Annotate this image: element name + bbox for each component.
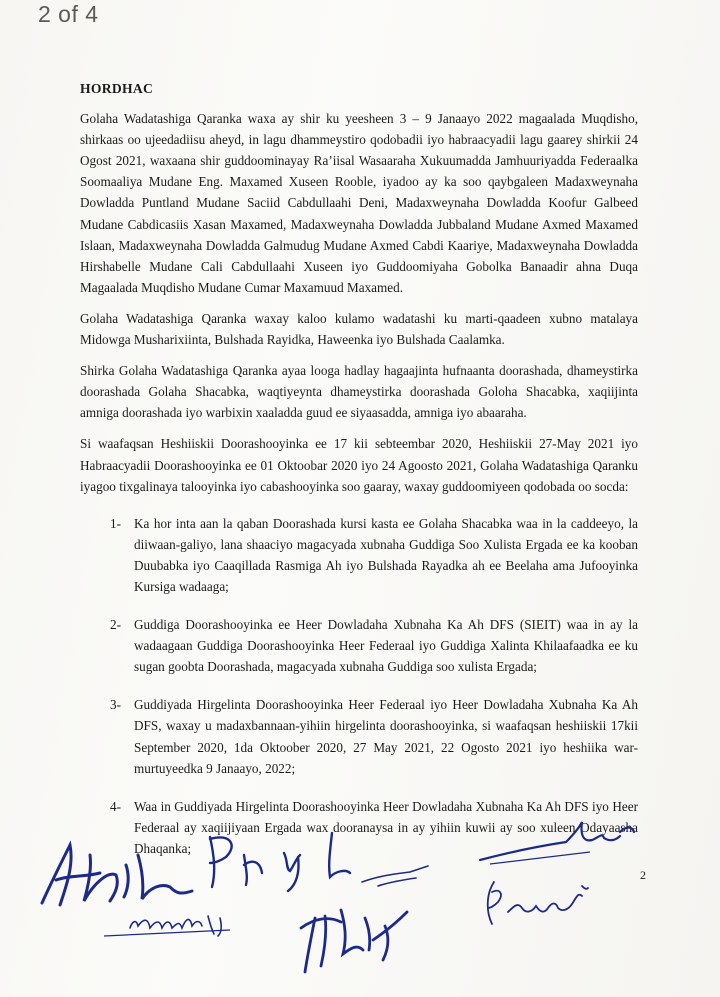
list-item bbox=[80, 513, 638, 597]
resolution-list bbox=[80, 513, 638, 859]
document-body bbox=[80, 78, 638, 876]
signature-3 bbox=[470, 812, 650, 872]
list-item-number: 4- bbox=[110, 798, 121, 814]
signature-6 bbox=[285, 888, 415, 978]
list-item-number: 2- bbox=[110, 617, 121, 633]
list-item-text: Guddiyada Hirgelinta Doorashooyinka Heer Federaal iyo Heer Dowladaha Xubnaha Ka Ah DFS, waxay u madaxbannaan-yihiin hirgelinta doorashooyinka, si waafaqsan heshiiskii 17kii September 2020, 1da Oktoober 2020, 27 May 2021, 22 Ogosto 2021 iyo heshiika war-murtuyeedka 9 Janaayo, 2022; bbox=[134, 697, 638, 776]
paragraph-resolutions-intro: Si waafaqsan Heshiiskii Doorashooyinka ee 17 kii sebteembar 2020, Heshiiskii 27-May 2021 iyo Habraacyadii Doorashooyinka ee 01 Oktoobar 2020 iyo 24 Agoosto 2021, Golaha Wadatashiga Qaranku iyagoo tixgalinaya talooyinka iyo cabashooyinka soo gaaray, waxay guddoomiyeen qodobada oo socda: bbox=[80, 436, 638, 494]
paragraph-intro: Golaha Wadatashiga Qaranka waxa ay shir ku yeesheen 3 – 9 Janaayo 2022 magaalada Muqdisho, shirkaas oo ujeedadiisu aheyd, in lagu dhammeystiro qodobadii iyo habraacyadii lagu gaarey shirkii 24 Ogost 2021, waxaana shir guddoominayay Ra’iisal Wasaaraha Xukuumadda Jamhuuriyadda Federaalka Soomaaliya Mudane Eng. Maxamed Xuseen Rooble, iyadoo ay ka soo qaybgaleen Madaxweynaha Dowladda Puntland Mudane Saciid Cabdullaahi Deni, Madaxweynaha Dowladda Koofur Galbeed Mudane Cabdicasiis Xasan Maxamed, Madaxweynaha Dowladda Jubbaland Mudane Axmed Maxamed Islaan, Madaxweynaha Dowladda Galmudug Mudane Axmed Cabdi Kaariye, Madaxweynaha Dowladda Hirshabelle Mudane Cali Cabdullaahi Xuseen iyo Guddoomiyaha Gobolka Banaadir ahna Duqa Magaalada Muqdisho Mudane Cumar Maxamuud Maxamed. bbox=[80, 111, 638, 295]
list-item-text: Ka hor inta aan la qaban Doorashada kursi kasta ee Golaha Shacabka waa in la caddeeyo, la diiwaan-galiyo, lana shaaciyo magacyada xubnaha Guddiga Soo Xulista Ergada ee ka kooban Duubabka iyo Caaqillada Rasmiga Ah iyo Bulshada Rayadka ah ee Beelaha ama Jufooyinka Kursiga wadaaga; bbox=[134, 515, 638, 594]
signature-1 bbox=[30, 825, 210, 915]
list-item bbox=[80, 694, 638, 778]
paragraph-consultations: Golaha Wadatashiga Qaranka waxay kaloo kulamo wadatashi ku marti-qaadeen xubno matalaya Midowga Musharixiinta, Bulshada Rayidka, Haweenka iyo Bulshada Caalamka. bbox=[80, 310, 638, 348]
list-item-number: 1- bbox=[110, 515, 121, 531]
list-item-text: Guddiga Doorashooyinka ee Heer Dowladaha Xubnaha Ka Ah DFS (SIEIT) waa in ay la wadaagaan Guddiga Doorashooyinka Heer Federaal iyo Guddiga Xalinta Khilaafaadka ee ku sugan goobta Doorashada, magacyada xubnaha Guddiga soo xulista Ergada; bbox=[134, 617, 638, 675]
signature-5 bbox=[100, 908, 250, 948]
page-number: 2 bbox=[640, 868, 646, 882]
section-heading: HORDHAC bbox=[80, 81, 154, 96]
list-item-number: 3- bbox=[110, 697, 121, 713]
list-item bbox=[80, 614, 638, 677]
signature-2 bbox=[200, 825, 370, 895]
signature-7 bbox=[478, 872, 598, 932]
paragraph-agenda: Shirka Golaha Wadatashiga Qaranka ayaa looga hadlay hagaajinta hufnaanta doorashada, dhameystirka doorashada Golaha Shacabka, waqtiyeynta dhameystirka doorashada Goloha Shacabka, xaqiijinta amniga doorashada iyo warbixin xaaladda guud ee siyaasadda, amniga iyo abaaraha. bbox=[80, 363, 638, 421]
page-indicator: 2 of 4 bbox=[38, 1, 99, 27]
list-item-text: Waa in Guddiyada Hirgelinta Doorashooyinka Heer Dowladaha Xubnaha Ka Ah DFS iyo Heer Federaal ay xaqiijiyaan Ergada wax dooranaysa in ay yihiin kuwii ay soo xuleen Odayaasha Dhaqanka; bbox=[134, 798, 638, 856]
